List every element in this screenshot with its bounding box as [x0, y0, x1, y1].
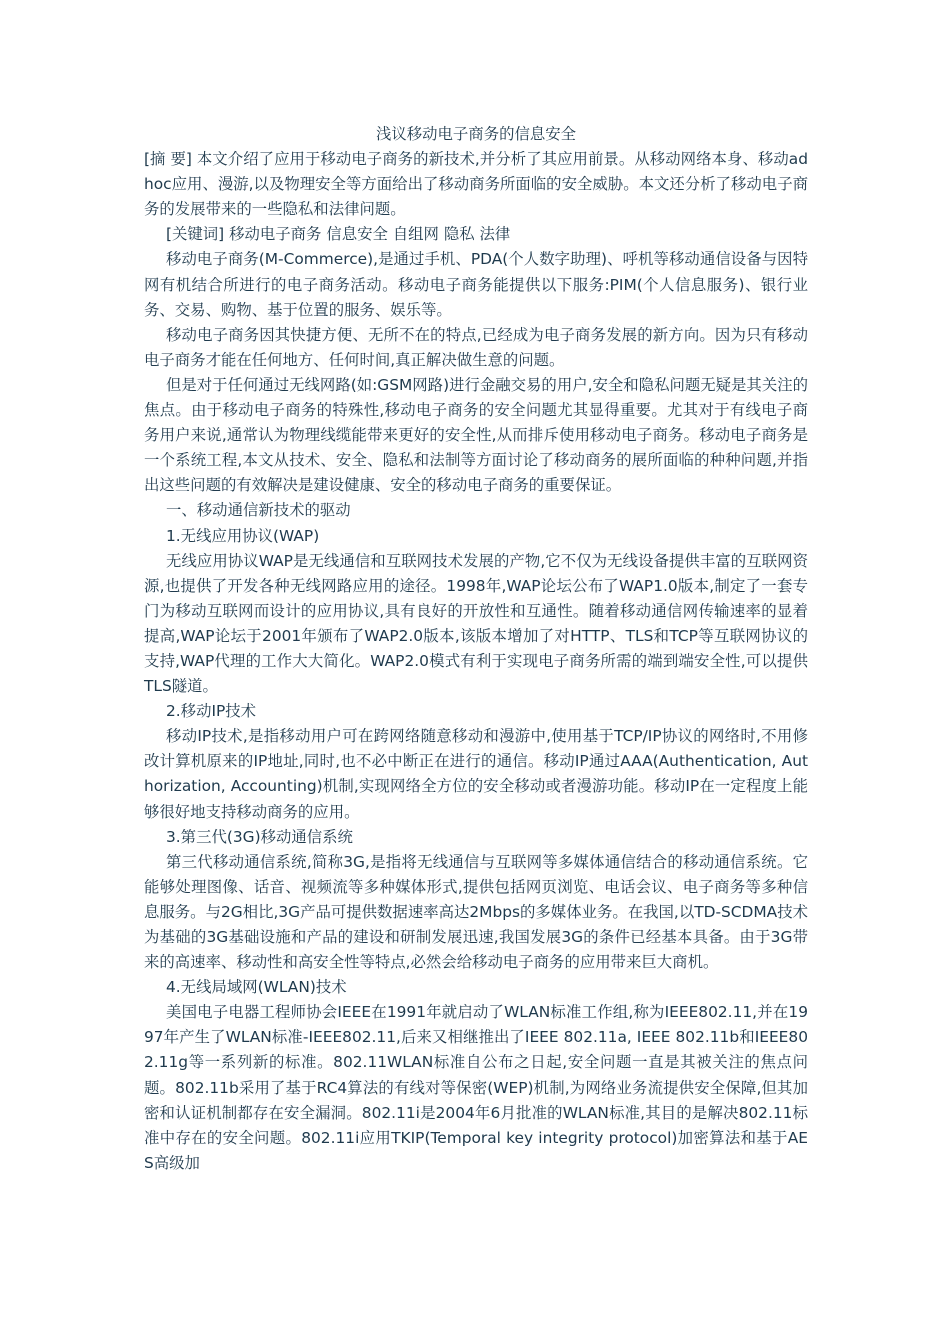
subsection-heading: 3.第三代(3G)移动通信系统 — [166, 827, 353, 846]
keywords-paragraph: [关键词] 移动电子商务 信息安全 自组网 隐私 法律 — [166, 225, 511, 244]
body-paragraph: 美国电子电器工程师协会IEEE在1991年就启动了WLAN标准工作组,称为IEEE802.11,并在1997年产生了WLAN标准-IEEE802.11,后来又相继推出了IEEE 802.11a, IEEE 802.11b和IEEE802.11g等一系列新的标准。802.11WLAN标准自公布之日起,安全问题一直是其被关注的焦点问题。802.11b采用了基于RC4算法的有线对等保密(WEP)机制,为网络业务流提供安全保障,但其加密和认证机制都存在安全漏洞。802.11i是2004年6月批准的WLAN标准,其目的是解决802.11标准中存在的安全问题。802.11i应用TKIP(Temporal key integrity protocol)加密算法和基于AES高级加 — [144, 1003, 808, 1172]
body-paragraph: 移动电子商务因其快捷方便、无所不在的特点,已经成为电子商务发展的新方向。因为只有移动电子商务才能在任何地方、任何时间,真正解决做生意的问题。 — [144, 325, 808, 369]
body-paragraph: 无线应用协议WAP是无线通信和互联网技术发展的产物,它不仅为无线设备提供丰富的互联网资源,也提供了开发各种无线网路应用的途径。1998年,WAP论坛公布了WAP1.0版本,制定了一套专门为移动互联网而设计的应用协议,具有良好的开放性和互通性。随着移动通信网传输速率的显着提高,WAP论坛于2001年颁布了WAP2.0版本,该版本增加了对HTTP、TLS和TCP等互联网协议的支持,WAP代理的工作大大简化。WAP2.0模式有利于实现电子商务所需的端到端安全性,可以提供TLS隧道。 — [144, 551, 808, 696]
section-heading: 一、移动通信新技术的驱动 — [166, 501, 351, 520]
body-paragraph: 第三代移动通信系统,简称3G,是指将无线通信与互联网等多媒体通信结合的移动通信系统。它能够处理图像、话音、视频流等多种媒体形式,提供包括网页浏览、电话会议、电子商务等多种信息服务。与2G相比,3G产品可提供数据速率高达2Mbps的多媒体业务。在我国,以TD-SCDMA技术为基础的3G基础设施和产品的建设和研制发展迅速,我国发展3G的条件已经基本具备。由于3G带来的高速率、移动性和高安全性等特点,必然会给移动电子商务的应用带来巨大商机。 — [144, 852, 808, 972]
document-page — [144, 122, 808, 1176]
abstract-paragraph: [摘 要] 本文介绍了应用于移动电子商务的新技术,并分析了其应用前景。从移动网络本身、移动ad hoc应用、漫游,以及物理安全等方面给出了移动商务所面临的安全威胁。本文还分析了移动电子商务的发展带来的一些隐私和法律问题。 — [144, 150, 808, 219]
subsection-heading: 1.无线应用协议(WAP) — [166, 526, 320, 545]
subsection-heading: 2.移动IP技术 — [166, 702, 257, 721]
document-title: 浅议移动电子商务的信息安全 — [375, 125, 577, 143]
body-paragraph: 但是对于任何通过无线网路(如:GSM网路)进行金融交易的用户,安全和隐私问题无疑是其关注的焦点。由于移动电子商务的特殊性,移动电子商务的安全问题尤其显得重要。尤其对于有线电子商务用户来说,通常认为物理线缆能带来更好的安全性,从而排斥使用移动电子商务。移动电子商务是一个系统工程,本文从技术、安全、隐私和法制等方面讨论了移动商务的展所面临的种种问题,并指出这些问题的有效解决是建设健康、安全的移动电子商务的重要保证。 — [144, 375, 808, 495]
body-paragraph: 移动电子商务(M-Commerce),是通过手机、PDA(个人数字助理)、呼机等移动通信设备与因特网有机结合所进行的电子商务活动。移动电子商务能提供以下服务:PIM(个人信息服务)、银行业务、交易、购物、基于位置的服务、娱乐等。 — [144, 250, 808, 319]
body-paragraph: 移动IP技术,是指移动用户可在跨网络随意移动和漫游中,使用基于TCP/IP协议的网络时,不用修改计算机原来的IP地址,同时,也不必中断正在进行的通信。移动IP通过AAA(Authentication, Authorization, Accounting)机制,实现网络全方位的安全移动或者漫游功能。移动IP在一定程度上能够很好地支持移动商务的应用。 — [144, 727, 808, 821]
subsection-heading: 4.无线局域网(WLAN)技术 — [166, 978, 347, 997]
